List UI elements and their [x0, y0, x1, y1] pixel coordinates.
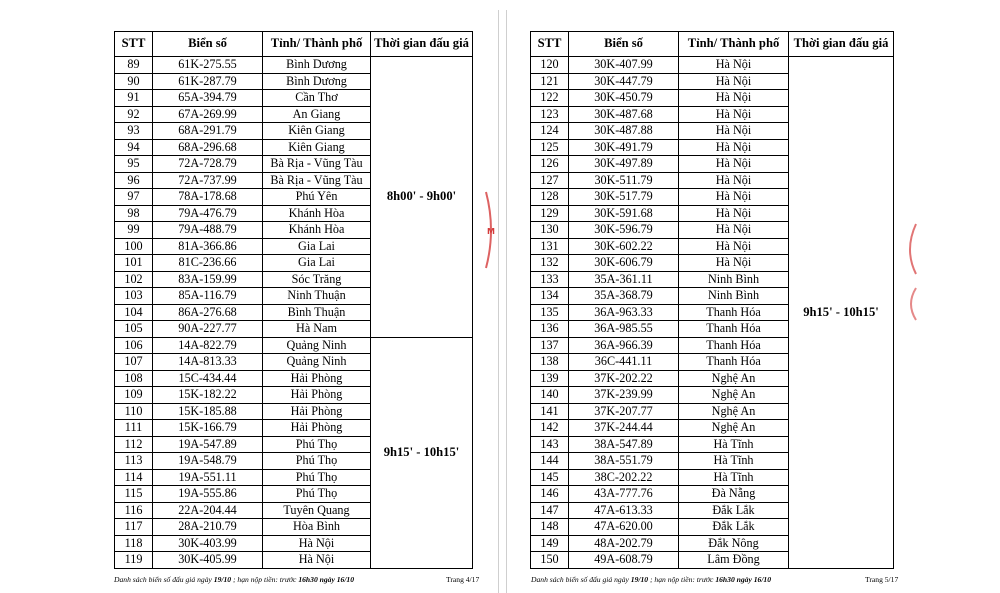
- cell-province: Hà Nội: [679, 238, 789, 255]
- cell-stt: 110: [115, 403, 153, 420]
- cell-stt: 138: [531, 354, 569, 371]
- cell-province: Phú Thọ: [263, 453, 371, 470]
- cell-plate: 14A-822.79: [153, 337, 263, 354]
- cell-plate: 72A-737.99: [153, 172, 263, 189]
- document-page-right: [506, 10, 919, 593]
- cell-stt: 135: [531, 304, 569, 321]
- cell-stt: 120: [531, 57, 569, 74]
- header-stt: STT: [531, 32, 569, 57]
- cell-province: Thanh Hóa: [679, 304, 789, 321]
- cell-province: Bình Dương: [263, 57, 371, 74]
- cell-stt: 119: [115, 552, 153, 569]
- cell-stt: 116: [115, 502, 153, 519]
- cell-stt: 143: [531, 436, 569, 453]
- cell-plate: 37K-202.22: [569, 370, 679, 387]
- cell-stt: 118: [115, 535, 153, 552]
- cell-plate: 22A-204.44: [153, 502, 263, 519]
- footer-note: [114, 575, 354, 584]
- cell-plate: 30K-405.99: [153, 552, 263, 569]
- cell-province: Hà Nội: [679, 205, 789, 222]
- cell-plate: 79A-488.79: [153, 222, 263, 239]
- cell-plate: 38A-551.79: [569, 453, 679, 470]
- cell-plate: 37K-239.99: [569, 387, 679, 404]
- cell-stt: 149: [531, 535, 569, 552]
- cell-stt: 105: [115, 321, 153, 338]
- cell-province: Khánh Hòa: [263, 222, 371, 239]
- footer-date: 19/10: [630, 575, 649, 584]
- cell-plate: 37K-207.77: [569, 403, 679, 420]
- cell-plate: 37K-244.44: [569, 420, 679, 437]
- cell-province: Đắk Lắk: [679, 519, 789, 536]
- cell-plate: 28A-210.79: [153, 519, 263, 536]
- cell-province: Hà Nội: [679, 222, 789, 239]
- cell-stt: 147: [531, 502, 569, 519]
- header-plate: Biển số: [153, 32, 263, 57]
- cell-plate: 47A-620.00: [569, 519, 679, 536]
- cell-stt: 94: [115, 139, 153, 156]
- plate-table-right: [530, 31, 894, 569]
- cell-plate: 19A-555.86: [153, 486, 263, 503]
- cell-plate: 30K-407.99: [569, 57, 679, 74]
- cell-plate: 36A-966.39: [569, 337, 679, 354]
- cell-province: Bình Thuận: [263, 304, 371, 321]
- cell-plate: 38C-202.22: [569, 469, 679, 486]
- cell-plate: 78A-178.68: [153, 189, 263, 206]
- cell-stt: 140: [531, 387, 569, 404]
- footer-text: Danh sách biển số đấu giá ngày: [531, 575, 631, 584]
- cell-plate: 83A-159.99: [153, 271, 263, 288]
- cell-plate: 30K-447.79: [569, 73, 679, 90]
- plate-table-left: [114, 31, 473, 569]
- cell-province: Hà Nội: [263, 535, 371, 552]
- cell-stt: 128: [531, 189, 569, 206]
- cell-stt: 114: [115, 469, 153, 486]
- cell-stt: 106: [115, 337, 153, 354]
- cell-province: Cần Thơ: [263, 90, 371, 107]
- cell-province: Hà Nội: [679, 106, 789, 123]
- cell-plate: 36A-985.55: [569, 321, 679, 338]
- cell-stt: 131: [531, 238, 569, 255]
- cell-stt: 108: [115, 370, 153, 387]
- cell-plate: 47A-613.33: [569, 502, 679, 519]
- cell-stt: 130: [531, 222, 569, 239]
- cell-plate: 15K-166.79: [153, 420, 263, 437]
- cell-province: Ninh Bình: [679, 271, 789, 288]
- cell-stt: 132: [531, 255, 569, 272]
- cell-stt: 101: [115, 255, 153, 272]
- cell-stt: 89: [115, 57, 153, 74]
- cell-stt: 109: [115, 387, 153, 404]
- cell-province: Ninh Thuận: [263, 288, 371, 305]
- cell-province: Hà Nội: [679, 156, 789, 173]
- cell-auction-time: 8h00' - 9h00': [371, 57, 473, 338]
- cell-province: Hà Tĩnh: [679, 436, 789, 453]
- cell-stt: 150: [531, 552, 569, 569]
- cell-province: Gia Lai: [263, 238, 371, 255]
- cell-stt: 112: [115, 436, 153, 453]
- cell-plate: 30K-403.99: [153, 535, 263, 552]
- cell-province: Phú Yên: [263, 189, 371, 206]
- cell-plate: 30K-602.22: [569, 238, 679, 255]
- cell-stt: 115: [115, 486, 153, 503]
- cell-stt: 100: [115, 238, 153, 255]
- cell-plate: 86A-276.68: [153, 304, 263, 321]
- cell-stt: 124: [531, 123, 569, 140]
- cell-stt: 148: [531, 519, 569, 536]
- cell-province: Nghệ An: [679, 387, 789, 404]
- header-auction-time: Thời gian đấu giá: [789, 32, 894, 57]
- page-number: Trang 4/17: [446, 575, 480, 584]
- cell-province: Nghệ An: [679, 403, 789, 420]
- cell-province: An Giang: [263, 106, 371, 123]
- cell-plate: 35A-368.79: [569, 288, 679, 305]
- cell-plate: 72A-728.79: [153, 156, 263, 173]
- page-number: Trang 5/17: [865, 575, 899, 584]
- cell-province: Kiên Giang: [263, 123, 371, 140]
- footer-date: 19/10: [213, 575, 232, 584]
- cell-plate: 30K-450.79: [569, 90, 679, 107]
- header-auction-time: Thời gian đấu giá: [371, 32, 473, 57]
- cell-stt: 142: [531, 420, 569, 437]
- cell-plate: 15K-182.22: [153, 387, 263, 404]
- cell-plate: 30K-487.88: [569, 123, 679, 140]
- cell-province: Bà Rịa - Vũng Tàu: [263, 172, 371, 189]
- cell-stt: 127: [531, 172, 569, 189]
- cell-province: Tuyên Quang: [263, 502, 371, 519]
- cell-stt: 99: [115, 222, 153, 239]
- cell-province: Hà Tĩnh: [679, 469, 789, 486]
- footer-deadline: 16h30 ngày 16/10: [715, 575, 772, 584]
- cell-stt: 133: [531, 271, 569, 288]
- header-province: Tỉnh/ Thành phố: [679, 32, 789, 57]
- cell-province: Hà Nội: [263, 552, 371, 569]
- cell-plate: 30K-596.79: [569, 222, 679, 239]
- cell-province: Hà Nội: [679, 73, 789, 90]
- cell-province: Sóc Trăng: [263, 271, 371, 288]
- cell-stt: 145: [531, 469, 569, 486]
- cell-stt: 97: [115, 189, 153, 206]
- cell-plate: 61K-275.55: [153, 57, 263, 74]
- cell-stt: 139: [531, 370, 569, 387]
- cell-stt: 113: [115, 453, 153, 470]
- footer-text-mid: ; hạn nộp tiền: trước: [648, 575, 716, 584]
- cell-province: Hà Nội: [679, 172, 789, 189]
- cell-auction-time: 9h15' - 10h15': [371, 337, 473, 568]
- cell-province: Hải Phòng: [263, 370, 371, 387]
- cell-stt: 122: [531, 90, 569, 107]
- cell-stt: 104: [115, 304, 153, 321]
- cell-plate: 48A-202.79: [569, 535, 679, 552]
- cell-plate: 90A-227.77: [153, 321, 263, 338]
- cell-stt: 93: [115, 123, 153, 140]
- cell-province: Phú Thọ: [263, 436, 371, 453]
- cell-province: Hà Tĩnh: [679, 453, 789, 470]
- cell-stt: 134: [531, 288, 569, 305]
- cell-plate: 36C-441.11: [569, 354, 679, 371]
- cell-plate: 68A-296.68: [153, 139, 263, 156]
- header-province: Tỉnh/ Thành phố: [263, 32, 371, 57]
- cell-stt: 91: [115, 90, 153, 107]
- header-stt: STT: [115, 32, 153, 57]
- table-row: [115, 337, 473, 354]
- cell-province: Đà Nẵng: [679, 486, 789, 503]
- cell-stt: 121: [531, 73, 569, 90]
- cell-plate: 19A-548.79: [153, 453, 263, 470]
- cell-stt: 92: [115, 106, 153, 123]
- cell-province: Hà Nội: [679, 189, 789, 206]
- document-page-left: [90, 10, 499, 593]
- cell-province: Đắk Nông: [679, 535, 789, 552]
- footer-deadline: 16h30 ngày 16/10: [298, 575, 355, 584]
- cell-province: Thanh Hóa: [679, 354, 789, 371]
- cell-stt: 129: [531, 205, 569, 222]
- cell-province: Hà Nam: [263, 321, 371, 338]
- cell-plate: 30K-591.68: [569, 205, 679, 222]
- footer-text: Danh sách biển số đấu giá ngày: [114, 575, 214, 584]
- red-seal-fragment-icon: [484, 188, 498, 272]
- cell-province: Khánh Hòa: [263, 205, 371, 222]
- cell-plate: 38A-547.89: [569, 436, 679, 453]
- cell-plate: 65A-394.79: [153, 90, 263, 107]
- cell-plate: 36A-963.33: [569, 304, 679, 321]
- cell-province: Gia Lai: [263, 255, 371, 272]
- cell-plate: 15K-185.88: [153, 403, 263, 420]
- cell-plate: 81A-366.86: [153, 238, 263, 255]
- table-header-row: [531, 32, 894, 57]
- cell-plate: 30K-606.79: [569, 255, 679, 272]
- cell-stt: 98: [115, 205, 153, 222]
- cell-stt: 136: [531, 321, 569, 338]
- footer-text-mid: ; hạn nộp tiền: trước: [231, 575, 299, 584]
- cell-stt: 107: [115, 354, 153, 371]
- cell-province: Hà Nội: [679, 123, 789, 140]
- cell-province: Nghệ An: [679, 370, 789, 387]
- cell-province: Bà Rịa - Vũng Tàu: [263, 156, 371, 173]
- cell-stt: 137: [531, 337, 569, 354]
- cell-province: Kiên Giang: [263, 139, 371, 156]
- cell-stt: 103: [115, 288, 153, 305]
- cell-stt: 102: [115, 271, 153, 288]
- cell-province: Hà Nội: [679, 255, 789, 272]
- cell-plate: 19A-551.11: [153, 469, 263, 486]
- cell-plate: 67A-269.99: [153, 106, 263, 123]
- cell-province: Thanh Hóa: [679, 321, 789, 338]
- cell-plate: 30K-517.79: [569, 189, 679, 206]
- cell-province: Hải Phòng: [263, 387, 371, 404]
- cell-stt: 144: [531, 453, 569, 470]
- cell-province: Đắk Lắk: [679, 502, 789, 519]
- cell-plate: 68A-291.79: [153, 123, 263, 140]
- cell-auction-time: 9h15' - 10h15': [789, 57, 894, 569]
- cell-plate: 81C-236.66: [153, 255, 263, 272]
- cell-plate: 43A-777.76: [569, 486, 679, 503]
- header-plate: Biển số: [569, 32, 679, 57]
- cell-plate: 35A-361.11: [569, 271, 679, 288]
- footer-note: [531, 575, 771, 584]
- cell-plate: 30K-497.89: [569, 156, 679, 173]
- cell-province: Hà Nội: [679, 90, 789, 107]
- cell-province: Hà Nội: [679, 57, 789, 74]
- cell-province: Quảng Ninh: [263, 354, 371, 371]
- cell-province: Lâm Đồng: [679, 552, 789, 569]
- cell-plate: 30K-487.68: [569, 106, 679, 123]
- cell-stt: 123: [531, 106, 569, 123]
- cell-province: Thanh Hóa: [679, 337, 789, 354]
- cell-stt: 126: [531, 156, 569, 173]
- cell-plate: 61K-287.79: [153, 73, 263, 90]
- cell-province: Phú Thọ: [263, 486, 371, 503]
- cell-province: Nghệ An: [679, 420, 789, 437]
- table-row: [115, 57, 473, 74]
- cell-plate: 14A-813.33: [153, 354, 263, 371]
- cell-stt: 111: [115, 420, 153, 437]
- cell-stt: 117: [115, 519, 153, 536]
- cell-stt: 141: [531, 403, 569, 420]
- svg-text:M: M: [487, 227, 495, 236]
- table-row: [531, 57, 894, 74]
- cell-stt: 90: [115, 73, 153, 90]
- table-header-row: [115, 32, 473, 57]
- red-seal-fragment-icon: [902, 222, 920, 322]
- cell-plate: 15C-434.44: [153, 370, 263, 387]
- cell-province: Ninh Bình: [679, 288, 789, 305]
- cell-province: Hòa Bình: [263, 519, 371, 536]
- cell-province: Hải Phòng: [263, 420, 371, 437]
- cell-province: Bình Dương: [263, 73, 371, 90]
- cell-plate: 49A-608.79: [569, 552, 679, 569]
- cell-province: Hải Phòng: [263, 403, 371, 420]
- cell-plate: 19A-547.89: [153, 436, 263, 453]
- cell-province: Hà Nội: [679, 139, 789, 156]
- cell-stt: 146: [531, 486, 569, 503]
- cell-plate: 30K-511.79: [569, 172, 679, 189]
- cell-plate: 79A-476.79: [153, 205, 263, 222]
- cell-plate: 85A-116.79: [153, 288, 263, 305]
- cell-plate: 30K-491.79: [569, 139, 679, 156]
- cell-province: Phú Thọ: [263, 469, 371, 486]
- cell-stt: 95: [115, 156, 153, 173]
- cell-province: Quảng Ninh: [263, 337, 371, 354]
- cell-stt: 125: [531, 139, 569, 156]
- cell-stt: 96: [115, 172, 153, 189]
